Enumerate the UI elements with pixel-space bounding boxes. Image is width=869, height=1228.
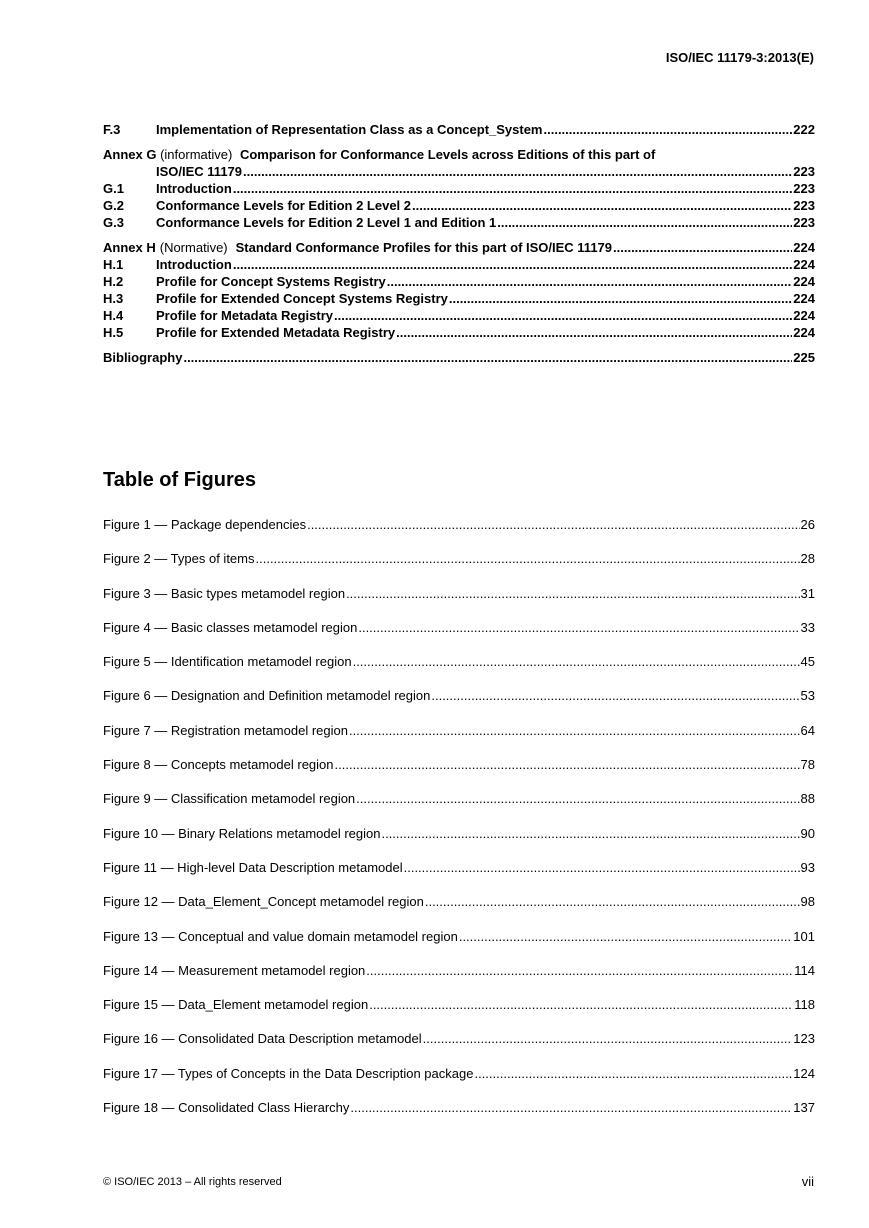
figure-title: Figure 18 — Consolidated Class Hierarchy (103, 1100, 350, 1116)
figure-page: 93 (800, 859, 815, 875)
figure-page: 90 (800, 825, 815, 841)
figure-entry[interactable] (103, 860, 815, 894)
toc-title: Bibliography (103, 350, 183, 365)
figure-entry[interactable] (103, 586, 815, 620)
toc-title: Profile for Extended Concept Systems Registry (156, 291, 448, 306)
dot-leader (459, 929, 792, 945)
toc-page: 225 (793, 350, 815, 365)
figure-entry[interactable] (103, 1066, 815, 1100)
toc-entry-h2[interactable] (103, 273, 815, 290)
toc-page: 224 (793, 291, 815, 306)
figure-title: Figure 8 — Concepts metamodel region (103, 757, 334, 773)
figure-page: 45 (800, 654, 815, 670)
figure-entry[interactable] (103, 1100, 815, 1134)
figure-title: Figure 12 — Data_Element_Concept metamodel region (103, 894, 424, 910)
annex-g-title: Comparison for Conformance Levels across Editions of this part of (239, 147, 656, 162)
dot-leader (233, 180, 792, 197)
dot-leader (358, 620, 799, 636)
dot-leader (396, 324, 792, 341)
annex-g-heading[interactable] (103, 146, 815, 163)
annex-h-type: (Normative) (159, 240, 228, 255)
dot-leader (349, 723, 800, 739)
figure-title: Figure 16 — Consolidated Data Description metamodel (103, 1031, 422, 1047)
dot-leader (544, 121, 793, 138)
figure-page: 78 (800, 757, 815, 773)
figure-title: Figure 11 — High-level Data Description metamodel (103, 859, 403, 875)
figure-title: Figure 17 — Types of Concepts in the Data Description package (103, 1065, 474, 1081)
annex-h-label: Annex H (103, 240, 156, 255)
figure-page: 33 (800, 619, 815, 635)
figure-entry[interactable] (103, 963, 815, 997)
table-of-figures-heading: Table of Figures (103, 469, 256, 491)
figure-entry[interactable] (103, 826, 815, 860)
figure-entry[interactable] (103, 654, 815, 688)
figure-page: 31 (800, 585, 815, 601)
dot-leader (381, 826, 799, 842)
document-id-header: ISO/IEC 11179-3:2013(E) (665, 50, 814, 65)
dot-leader (243, 163, 792, 180)
annex-h-title: Standard Conformance Profiles for this part of ISO/IEC 11179 (235, 240, 613, 255)
annex-g-type: (informative) (160, 147, 233, 162)
figure-title: Figure 5 — Identification metamodel region (103, 654, 352, 670)
toc-entry-bibliography[interactable] (103, 349, 815, 366)
toc-number: G.3 (103, 215, 124, 230)
dot-leader (613, 239, 792, 256)
dot-leader (449, 290, 792, 307)
annex-h-heading[interactable] (103, 239, 815, 256)
dot-leader (346, 586, 799, 602)
figure-entry[interactable] (103, 551, 815, 585)
figure-page: 53 (800, 688, 815, 704)
toc-title: Implementation of Representation Class as a Concept_System (156, 122, 543, 137)
toc-number: F.3 (103, 122, 121, 137)
dot-leader (474, 1066, 792, 1082)
toc-page: 222 (793, 122, 815, 137)
figure-title: Figure 14 — Measurement metamodel region (103, 962, 366, 978)
toc-page: 224 (793, 240, 815, 255)
dot-leader (497, 214, 792, 231)
toc-title: Introduction (156, 181, 232, 196)
dot-leader (423, 1031, 793, 1047)
figure-page: 28 (800, 551, 815, 567)
dot-leader (366, 963, 793, 979)
toc-page: 224 (793, 308, 815, 323)
toc-number: G.2 (103, 198, 124, 213)
table-of-figures-list (103, 517, 815, 1134)
figure-page: 124 (793, 1065, 815, 1081)
annex-g-label: Annex G (103, 147, 157, 162)
dot-leader (353, 654, 800, 670)
figure-entry[interactable] (103, 688, 815, 722)
toc-entry-h1[interactable] (103, 256, 815, 273)
dot-leader (350, 1100, 792, 1116)
dot-leader (256, 551, 800, 567)
toc-page: 224 (793, 257, 815, 272)
figure-title: Figure 9 — Classification metamodel region (103, 791, 356, 807)
dot-leader (334, 307, 792, 324)
toc-title: Conformance Levels for Edition 2 Level 1 and Edition 1 (156, 215, 497, 230)
toc-entry-g3[interactable] (103, 214, 815, 231)
figure-page: 118 (794, 997, 815, 1013)
page-number: vii (801, 1174, 814, 1189)
toc-title: Profile for Metadata Registry (156, 308, 333, 323)
annex-g-title-continued: ISO/IEC 11179 (156, 164, 243, 179)
toc-entry-g1[interactable] (103, 180, 815, 197)
dot-leader (335, 757, 800, 773)
figure-entry[interactable] (103, 620, 815, 654)
toc-page: 223 (793, 215, 815, 230)
toc-page: 223 (793, 164, 815, 179)
annex-g-heading-line2[interactable] (103, 163, 815, 180)
figure-title: Figure 6 — Designation and Definition metamodel region (103, 688, 431, 704)
toc-entry-h3[interactable] (103, 290, 815, 307)
dot-leader (307, 517, 799, 533)
toc-entry-f3[interactable] (103, 121, 815, 138)
toc-entry-h5[interactable] (103, 324, 815, 341)
figure-entry[interactable] (103, 929, 815, 963)
figure-page: 64 (800, 722, 815, 738)
toc-page: 223 (793, 181, 815, 196)
toc-page: 224 (793, 325, 815, 340)
toc-number: H.5 (103, 325, 124, 340)
figure-title: Figure 13 — Conceptual and value domain metamodel region (103, 928, 458, 944)
figure-entry[interactable] (103, 757, 815, 791)
figure-page: 101 (793, 928, 815, 944)
figure-page: 26 (800, 517, 815, 532)
toc-page: 223 (793, 198, 815, 213)
toc-number: H.2 (103, 274, 124, 289)
figure-title: Figure 4 — Basic classes metamodel region (103, 619, 358, 635)
figure-entry[interactable] (103, 791, 815, 825)
toc-title: Introduction (156, 257, 232, 272)
copyright-footer: © ISO/IEC 2013 – All rights reserved (103, 1176, 282, 1188)
toc-title: Profile for Concept Systems Registry (156, 274, 386, 289)
figure-title: Figure 2 — Types of items (103, 551, 255, 567)
dot-leader (233, 256, 792, 273)
toc-number: H.1 (103, 257, 124, 272)
toc-entry-h4[interactable] (103, 307, 815, 324)
figure-entry[interactable] (103, 997, 815, 1031)
toc-entry-g2[interactable] (103, 197, 815, 214)
dot-leader (369, 997, 793, 1013)
toc-number: H.4 (103, 308, 124, 323)
dot-leader (412, 197, 792, 214)
dot-leader (404, 860, 800, 876)
toc-title: Profile for Extended Metadata Registry (156, 325, 396, 340)
figure-page: 123 (793, 1031, 815, 1047)
dot-leader (425, 894, 800, 910)
figure-entry[interactable] (103, 517, 815, 551)
figure-page: 98 (800, 894, 815, 910)
figure-entry[interactable] (103, 1031, 815, 1065)
figure-page: 88 (800, 791, 815, 807)
dot-leader (356, 791, 799, 807)
toc-number: G.1 (103, 181, 124, 196)
figure-title: Figure 15 — Data_Element metamodel region (103, 997, 369, 1013)
dot-leader (183, 349, 792, 366)
figure-title: Figure 10 — Binary Relations metamodel region (103, 825, 381, 841)
figure-entry[interactable] (103, 894, 815, 928)
figure-page: 137 (793, 1100, 815, 1116)
dot-leader (431, 688, 799, 704)
figure-title: Figure 7 — Registration metamodel region (103, 722, 348, 738)
table-of-contents (103, 121, 815, 366)
dot-leader (387, 273, 793, 290)
toc-title: Conformance Levels for Edition 2 Level 2 (156, 198, 412, 213)
figure-page: 114 (794, 962, 815, 978)
figure-title: Figure 3 — Basic types metamodel region (103, 585, 346, 601)
figure-entry[interactable] (103, 723, 815, 757)
toc-number: H.3 (103, 291, 124, 306)
figure-title: Figure 1 — Package dependencies (103, 517, 307, 532)
toc-page: 224 (793, 274, 815, 289)
